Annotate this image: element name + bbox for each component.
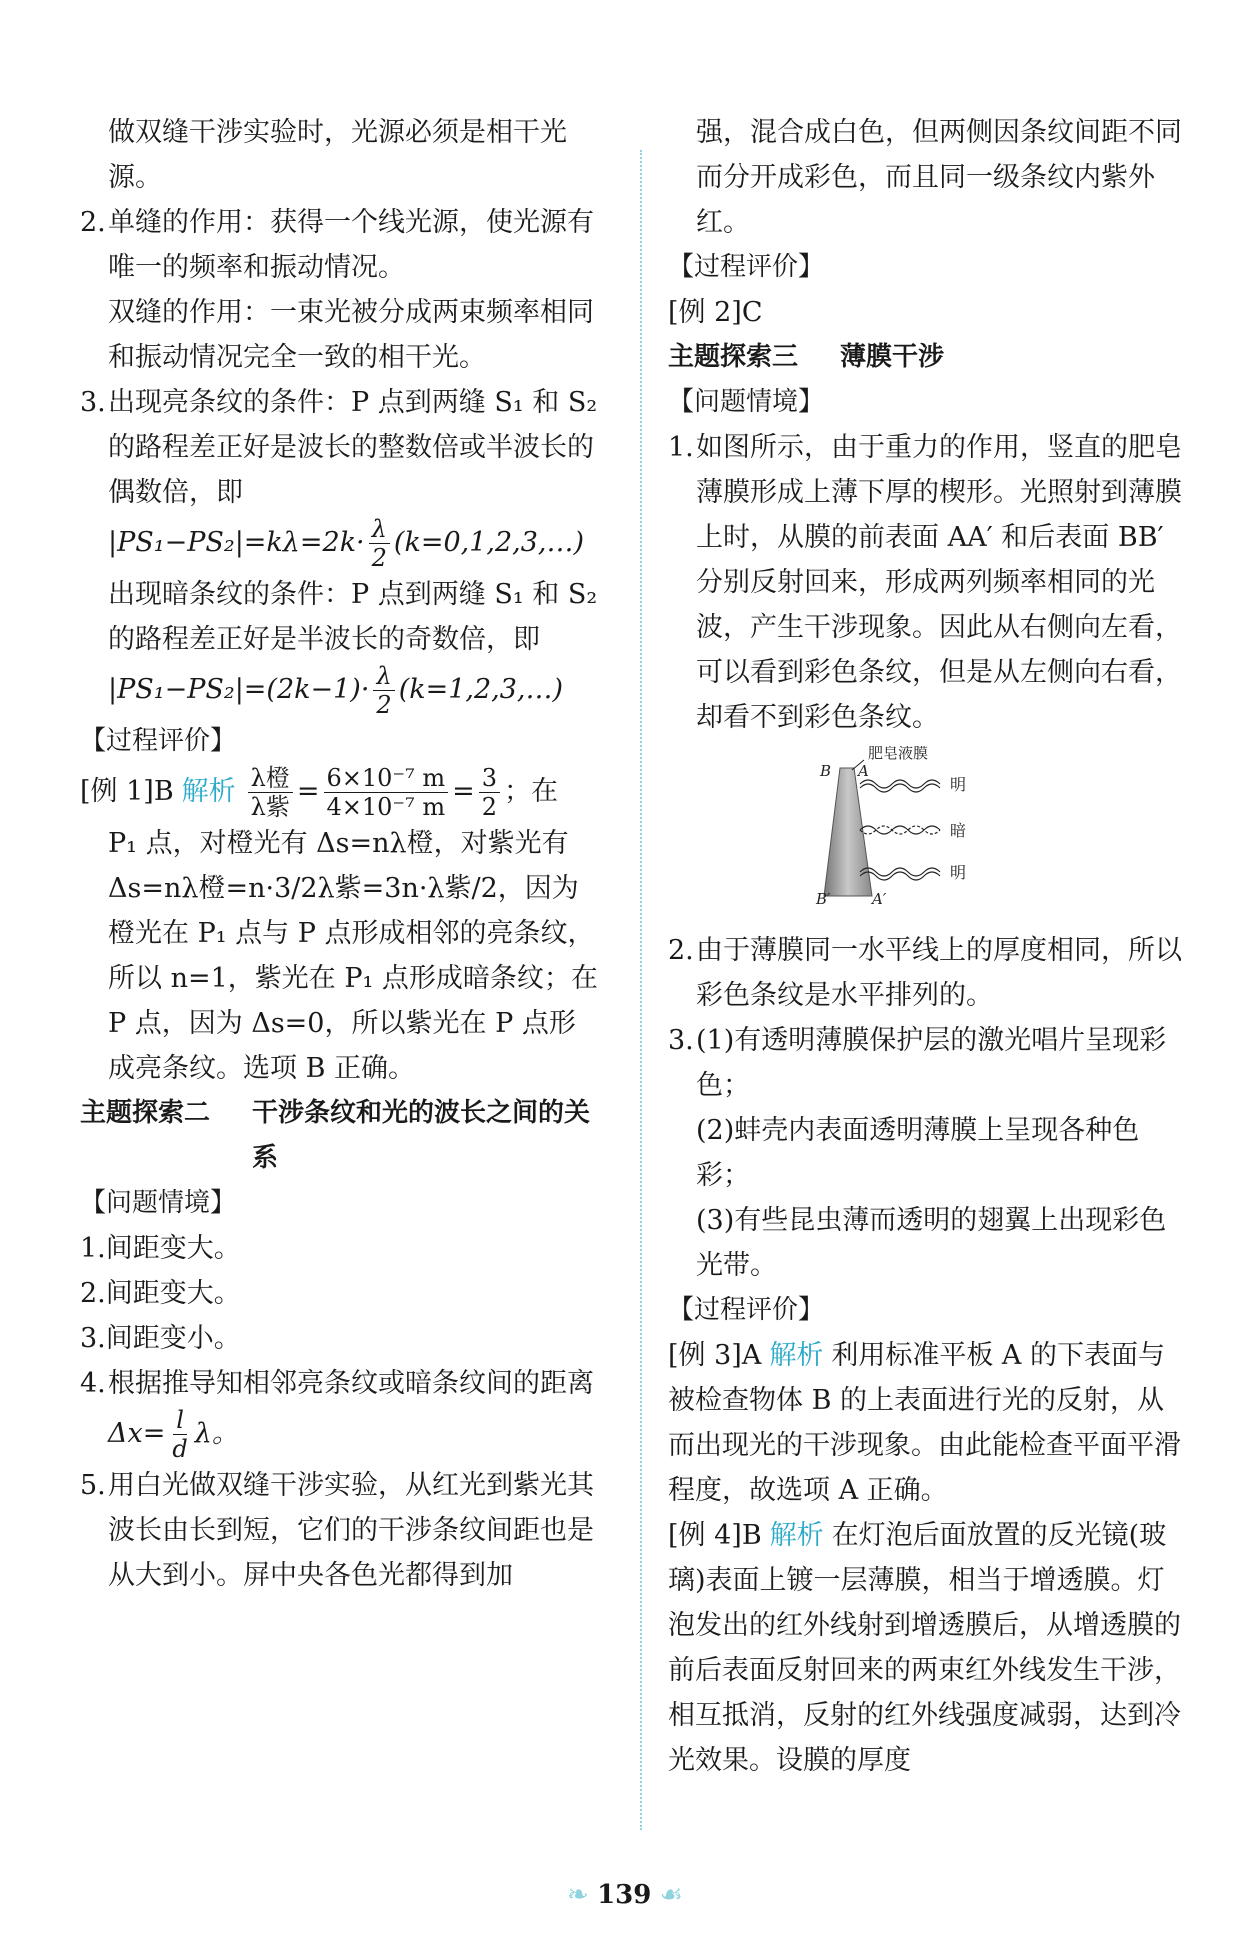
fraction: $\frac{\lambda}{2}$ [369, 515, 390, 572]
section-heading-eval: 【过程评价】 [668, 1295, 825, 1325]
soap-film-diagram [768, 746, 1068, 906]
fraction: $\frac{l}{d}$ [172, 1406, 188, 1463]
section-heading-eval: 【过程评价】 [80, 726, 237, 756]
formula-dark: |PS₁−PS₂|=(2k−1)· $\frac{\lambda}{2}$ (k=1,2,3,…) [108, 662, 564, 719]
list-item-q5: 5. 用白光做双缝干涉实验，从红光到紫光其波长由长到短，它们的干涉条纹间距也是从大到小。屏中央各色光都得到加 [80, 1470, 594, 1591]
analysis-label: 解析 [769, 1520, 824, 1551]
list-item-p3: 3. (1)有透明薄膜保护层的激光唱片呈现彩色； [668, 1025, 1167, 1101]
continued-text: 做双缝干涉实验时，光源必须是相干光源。 [108, 117, 567, 193]
fraction: $\frac{\text{λ橙}}{\text{λ紫}}$ [248, 764, 293, 821]
label-bright-1: 明 [950, 775, 967, 794]
example-4: [例 4]B 解析 在灯泡后面放置的反光镜(玻璃)表面上镀一层薄膜，相当于增透膜。灯泡发出的红外线射到增透膜后，从增透膜的前后表面反射回来的两束红外线发生干涉，相互抵消，反射的红外线强度减弱，达到冷光效果。设膜的厚度 [668, 1520, 1181, 1776]
list-item-2b: 双缝的作用：一束光被分成两束频率相同和振动情况完全一致的相干光。 [108, 297, 594, 373]
list-item-q3: 3.间距变小。 [80, 1323, 241, 1354]
formula-bright: |PS₁−PS₂|=kλ=2k· $\frac{\lambda}{2}$ (k=0,1,2,3,…) [108, 515, 585, 572]
continued-text: 强，混合成白色，但两侧因条纹间距不同而分开成彩色，而且同一级条纹内紫外红。 [696, 117, 1182, 238]
ornament-right-icon: ☙ [651, 1880, 683, 1910]
example-3: [例 3]A 解析 利用标准平板 A 的下表面与被检查物体 B 的上表面进行光的反射，从而出现光的干涉现象。由此能检查平面平滑程度，故选项 A 正确。 [668, 1340, 1181, 1506]
example-1: [例 1]B 解析 $\frac{\text{λ橙}}{\text{λ紫}}$ = $\frac{\text{6×10⁻⁷ m}}{\text{4×10⁻⁷ m}}$ = $\frac{3}{2}$ ；在 [80, 764, 559, 821]
theme-heading-2: 主题探索二 干涉条纹和光的波长之间的关系 [80, 1098, 591, 1173]
fraction: $\frac{\lambda}{2}$ [373, 662, 394, 719]
column-divider [640, 150, 642, 1830]
analysis-label: 解析 [769, 1340, 824, 1371]
list-item-q4: 4. 根据推导知相邻亮条纹或暗条纹间的距离Δx= $\frac{l}{d}$ λ。 [80, 1368, 594, 1463]
list-item-3b: 出现暗条纹的条件：P 点到两缝 S₁ 和 S₂ 的路程差正好是半波长的奇数倍，即 [108, 579, 598, 655]
fraction: $\frac{3}{2}$ [479, 764, 500, 821]
list-item-p3b: (2)蚌壳内表面透明薄膜上呈现各种色彩； [696, 1115, 1140, 1191]
fraction: $\frac{\text{6×10⁻⁷ m}}{\text{4×10⁻⁷ m}}$ [324, 764, 449, 821]
section-heading-eval: 【过程评价】 [668, 252, 825, 282]
film-wedge [824, 768, 872, 896]
list-item-q2: 2.间距变大。 [80, 1278, 241, 1309]
label-B-prime: B′ [816, 890, 831, 906]
list-item-2: 2. 单缝的作用：获得一个线光源，使光源有唯一的频率和振动情况。 [80, 207, 594, 283]
ornament-left-icon: ❧ [567, 1880, 598, 1910]
section-heading-problem: 【问题情境】 [80, 1188, 237, 1218]
list-item-p1: 1. 如图所示，由于重力的作用，竖直的肥皂薄膜形成上薄下厚的楔形。光照射到薄膜上时，从膜的前表面 AA′ 和后表面 BB′ 分别反射回来，形成两列频率相同的光波，产生干涉现象。因此从右侧向左看，可以看到彩色条纹，但是从左侧向右看，却看不到彩色条纹。 [668, 432, 1182, 733]
list-item-p2: 2. 由于薄膜同一水平线上的厚度相同，所以彩色条纹是水平排列的。 [668, 935, 1182, 1011]
list-item-q1: 1.间距变大。 [80, 1233, 241, 1264]
section-heading-problem: 【问题情境】 [668, 387, 825, 417]
right-column [668, 110, 1190, 1783]
page-number: ❧ 139 ☙ [567, 1880, 683, 1910]
film-label: 肥皂液膜 [868, 746, 929, 762]
left-column [80, 110, 602, 1598]
example-1-text: P₁ 点，对橙光有 Δs=nλ橙，对紫光有 Δs=nλ橙=n·3/2λ紫=3n·λ紫/2，因为橙光在 P₁ 点与 P 点形成相邻的亮条纹，所以 n=1，紫光在 P₁ 点形成暗条纹；在 P 点，因为 Δs=0，所以紫光在 P 点形成亮条纹。选项 B 正确。 [108, 828, 598, 1084]
label-A: A [858, 762, 869, 780]
list-item-3: 3. 出现亮条纹的条件：P 点到两缝 S₁ 和 S₂ 的路程差正好是波长的整数倍或半波长的偶数倍，即 [80, 387, 598, 508]
label-A-prime: A′ [872, 890, 887, 906]
analysis-label: 解析 [181, 776, 236, 807]
label-B: B [820, 762, 832, 780]
example-2: [例 2]C [668, 297, 763, 328]
label-bright-2: 明 [950, 863, 967, 882]
theme-heading-3: 主题探索三 薄膜干涉 [668, 342, 945, 372]
list-item-p3c: (3)有些昆虫薄而透明的翅翼上出现彩色光带。 [696, 1205, 1167, 1281]
label-dark: 暗 [950, 821, 967, 840]
